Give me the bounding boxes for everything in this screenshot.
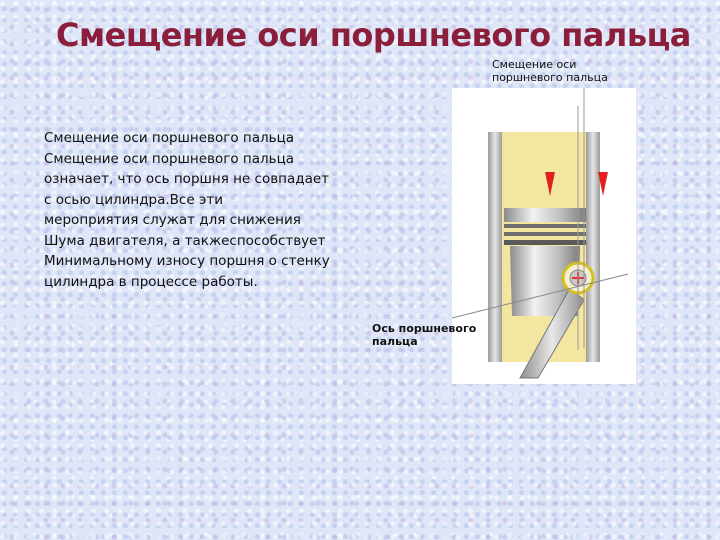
description-line: Шума двигателя, а такжеспособствует [44,232,326,249]
cylinder-wall-left [488,132,502,362]
piston-illustration [452,88,636,384]
pin-label-line: Ось поршневого [372,322,477,335]
description-line: означает, что ось поршня не совпадает [44,171,330,187]
piston-ring-2 [504,232,586,236]
description-line: Смещение оси поршневого пальца [44,150,295,167]
piston-crown [504,208,586,222]
description-line: мероприятия служат для снижения [44,212,301,228]
offset-label-line: поршневого пальца [492,71,608,84]
description-text [44,128,374,292]
offset-label-line: Смещение оси [492,58,577,71]
description-line: с осью цилиндра.Все эти [44,191,223,208]
description-line: Смещение оси поршневого пальца [44,130,295,146]
slide-title: Смещение оси поршневого пальца [56,16,691,54]
description-line: Минимальному износу поршня о стенку [44,253,330,269]
piston-ring-3 [504,240,586,245]
offset-label [492,58,608,84]
pin-label-line: пальца [372,335,418,348]
cylinder-wall-right [586,132,600,362]
piston-diagram [452,88,636,384]
piston-ring-1 [504,224,586,228]
description-line: цилиндра в процессе работы. [44,273,258,290]
pin-axis-label [372,322,476,348]
